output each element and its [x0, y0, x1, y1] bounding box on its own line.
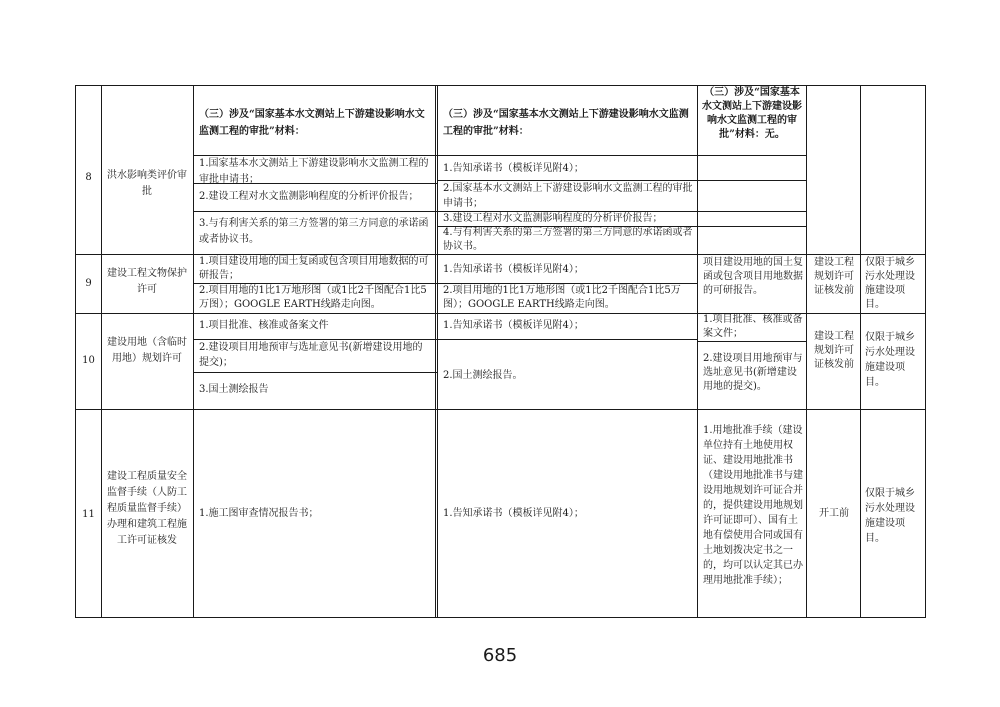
row-number: 11 [82, 509, 95, 520]
col3-item: 2.建设项目用地预审与选址意见书(新增建设用地的提交)。 [703, 353, 803, 392]
col1-item: 1.项目建设用地的国土复函或包含项目用地数据的可研报告； [199, 256, 429, 281]
item-name: 建设工程质量安全监督手续（人防工程质量监督手续）办理和建筑工程施工许可证核发 [107, 471, 187, 546]
col2-item: 1.告知承诺书（模板详见附4）； [443, 320, 584, 331]
col1-item: 1.国家基本水文测站上下游建设影响水文监测工程的审批申请书； [199, 158, 429, 185]
col2-section-header: （三）涉及“国家基本水文测站上下游建设影响水文监测工程的审批”材料： [443, 109, 689, 137]
col4-timing: 建设工程规划许可证核发前 [814, 331, 854, 370]
row-divider [193, 211, 437, 212]
row-number: 10 [82, 355, 95, 366]
item-name: 洪水影响类评价审批 [107, 170, 187, 197]
col3-text: 项目建设用地的国土复函或包含项目用地数据的可研报告。 [703, 257, 803, 296]
row-divider [75, 409, 925, 410]
col1-item: 2.项目用地的1比1万地形图（或1比2千图配合1比5万图）；GOOGLE EARTH线路走向图。 [199, 285, 427, 310]
row-divider [437, 339, 697, 340]
table-bottom-border [75, 617, 925, 618]
col4-timing: 开工前 [819, 508, 849, 519]
row-number: 9 [85, 278, 92, 289]
col-divider [697, 85, 698, 618]
col1-item: 2.建设工程对水文监测影响程度的分析评价报告； [199, 191, 419, 202]
col2-item: 1.告知承诺书（模板详见附4）； [443, 264, 584, 275]
col-divider [806, 85, 807, 618]
col3-text: 1.用地批准手续（建设单位持有土地使用权证、建设用地批准书（建设用地批准书与建设用地规划许可证合并的，提供建设用地规划许可证即可）、国有土地有偿使用合同或国有土地划拨决定书之一的，均可以认定其已办理用地批准手续）； [703, 425, 803, 586]
col1-item: 3.与有利害关系的第三方签署的第三方同意的承诺函或者协议书。 [199, 218, 429, 245]
item-name: 建设用地（含临时用地）规划许可 [107, 337, 187, 364]
page-number: 685 [482, 645, 518, 666]
row-divider [193, 372, 437, 373]
col-divider [860, 85, 861, 618]
col1-item: 1.项目批准、核准或备案文件 [199, 320, 329, 331]
col2-item: 2.项目用地的1比1万地形图（或1比2千图配合1比5万图）；GOOGLE EARTH线路走向图。 [443, 285, 681, 310]
col1-item: 1.施工图审查情况报告书； [199, 508, 319, 519]
col1-item: 2.建设项目用地预审与选址意见书(新增建设用地的提交)； [199, 342, 423, 368]
table-left-border [75, 85, 76, 618]
col2-item: 2.国家基本水文测站上下游建设影响水文监测工程的审批申请书； [443, 183, 693, 209]
col3-item: 1.项目批准、核准或备案文件； [703, 314, 803, 339]
col5-scope: 仅限于城乡污水处理设施建设项目。 [865, 332, 915, 388]
row-number: 8 [85, 172, 92, 183]
col5-scope: 仅限于城乡污水处理设施建设项目。 [865, 257, 915, 310]
col2-item: 1.告知承诺书（模板详见附4）； [443, 163, 584, 174]
row-divider [697, 341, 806, 342]
col-divider [435, 85, 436, 618]
col1-section-header: （三）涉及“国家基本水文测站上下游建设影响水文监测工程的审批”材料： [199, 109, 425, 137]
col4-timing: 建设工程规划许可证核发前 [814, 257, 854, 296]
col-divider [193, 85, 194, 618]
col2-item: 4.与有利害关系的第三方签署的第三方同意的承诺函或者协议书。 [443, 227, 693, 252]
table-right-border [925, 85, 926, 618]
col-divider [101, 85, 102, 618]
item-name: 建设工程文物保护许可 [107, 268, 187, 295]
col2-item: 1.告知承诺书（模板详见附4）； [443, 508, 584, 519]
col-divider [437, 85, 438, 618]
col3-note: （三）涉及“国家基本水文测站上下游建设影响水文监测工程的审批”材料：无。 [702, 87, 802, 140]
col5-scope: 仅限于城乡污水处理设施建设项目。 [865, 488, 915, 544]
col1-item: 3.国土测绘报告 [199, 384, 269, 395]
col2-item: 2.国土测绘报告。 [443, 370, 523, 381]
col2-item: 3.建设工程对水文监测影响程度的分析评价报告； [443, 213, 663, 224]
